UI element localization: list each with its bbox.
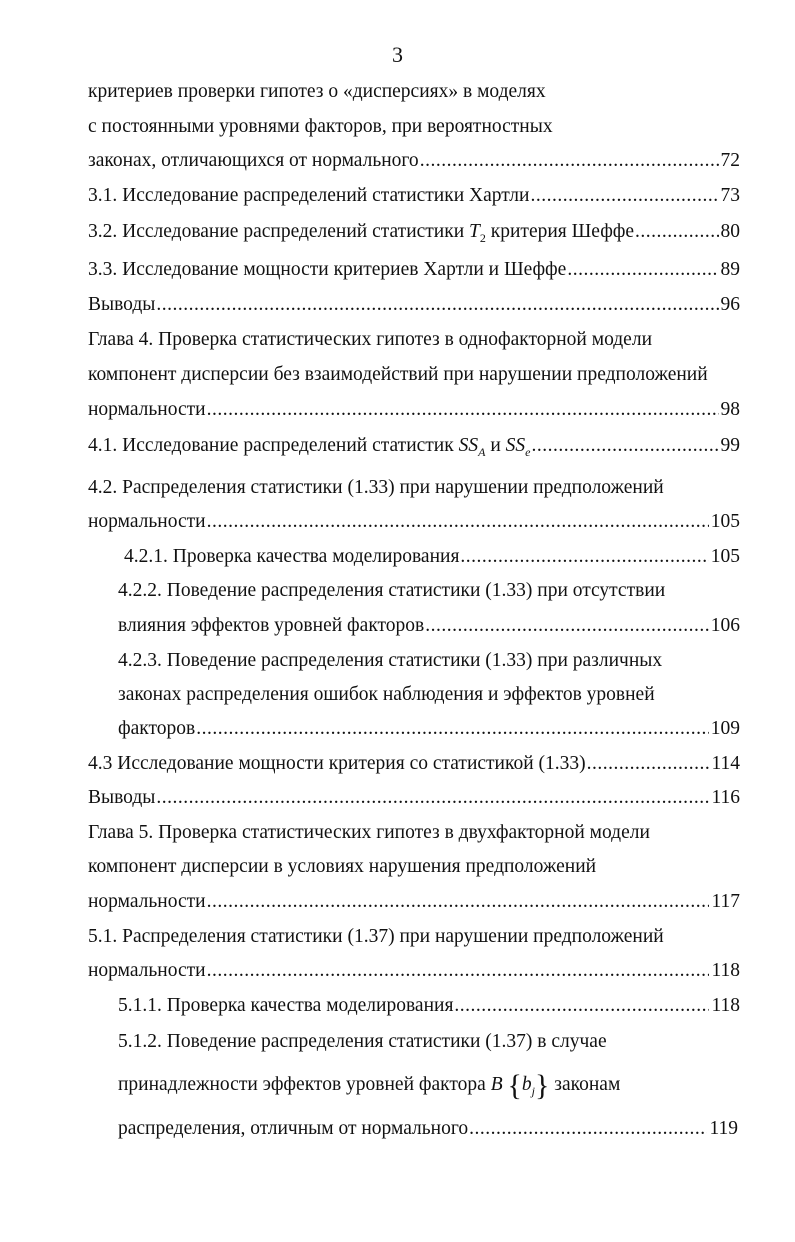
toc-entry-5-1-1[interactable] — [118, 994, 740, 1018]
formula-ss-a: $SS_A$ — [458, 435, 486, 459]
toc-entry-continuation[interactable] — [88, 149, 740, 173]
toc-4-2-3-line-2: законах распределения ошибок наблюдения и эффектов уровней — [118, 684, 655, 705]
toc-entry-4-1[interactable] — [88, 434, 740, 464]
toc-page-number: 99 — [720, 435, 740, 456]
toc-page-number: 98 — [720, 399, 740, 420]
toc-page-number: 114 — [711, 753, 740, 774]
toc-4-2-2-line-1: 4.2.2. Поведение распределения статистики (1.33) при отсутствии — [118, 580, 666, 601]
leader-dots — [207, 890, 710, 914]
toc-entry-title: влияния эффектов уровней факторов — [118, 615, 425, 636]
toc-entry-4-2-2[interactable] — [118, 614, 740, 638]
toc-entry-3-2[interactable] — [88, 220, 740, 250]
toc-entry-title: нормальности — [88, 399, 206, 420]
toc-page-number: 89 — [720, 259, 740, 280]
toc-page-number: 73 — [720, 185, 740, 206]
leader-dots — [420, 149, 719, 173]
toc-entry-5-1[interactable] — [88, 959, 740, 983]
toc-page-number: 119 — [709, 1118, 738, 1139]
toc-page-number: 105 — [710, 546, 740, 567]
toc-entry-title: 4.3 Исследование мощности критерия со статистикой (1.33) — [88, 753, 586, 774]
leader-dots — [530, 184, 718, 208]
formula-factor-b: B — [490, 1074, 503, 1095]
toc-entry-title: Выводы — [88, 787, 156, 808]
toc-entry-4-2[interactable] — [88, 510, 740, 534]
toc-page-number: 72 — [720, 150, 740, 171]
toc-chapter-4-line-2: компонент дисперсии без взаимодействий при нарушении предположений — [88, 364, 708, 385]
toc-entry-4-3[interactable] — [88, 752, 740, 776]
toc-4-2-3-line-1: 4.2.3. Поведение распределения статистики (1.33) при различных — [118, 650, 663, 671]
toc-page-number: 116 — [711, 787, 740, 808]
toc-page-number: 117 — [711, 891, 740, 912]
toc-continuation-line-1: критериев проверки гипотез о «дисперсиях» в моделях — [88, 81, 546, 102]
leader-dots — [567, 258, 718, 282]
toc-page-number: 118 — [711, 995, 740, 1016]
toc-entry-chapter-5[interactable] — [88, 890, 740, 914]
toc-chapter-5-line-2: компонент дисперсии в условиях нарушения предположений — [88, 856, 597, 877]
toc-entry-3-1[interactable] — [88, 184, 740, 208]
toc-entry-title: Выводы — [88, 294, 156, 315]
toc-entry-title: 3.1. Исследование распределений статистики Хартли — [88, 185, 530, 206]
formula-brace-close: } — [535, 1069, 550, 1102]
leader-dots — [196, 717, 709, 741]
toc-entry-title: 5.1.1. Проверка качества моделирования — [118, 995, 454, 1016]
toc-chapter-4-line-1: Глава 4. Проверка статистических гипотез в однофакторной модели — [88, 329, 653, 350]
toc-page-number: 106 — [710, 615, 740, 636]
toc-5-1-2-line-2: принадлежности эффектов уровней фактора B $\{b_j\}$ законам — [118, 1069, 621, 1102]
toc-entry-title: 4.2.1. Проверка качества моделирования — [124, 546, 460, 567]
toc-continuation-line-2: с постоянными уровнями факторов, при вероятностных — [88, 116, 553, 137]
toc-entry-3-3[interactable] — [88, 258, 740, 282]
toc-entry-title: нормальности — [88, 891, 206, 912]
formula-b-j: $b_j$ — [521, 1074, 535, 1098]
toc-entry-4-2-1[interactable] — [124, 545, 740, 569]
toc-page-number: 118 — [711, 960, 740, 981]
toc-entry-title: нормальности — [88, 960, 206, 981]
toc-entry-title: 3.3. Исследование мощности критериев Хартли и Шеффе — [88, 259, 567, 280]
toc-entry-5-1-2[interactable] — [118, 1117, 738, 1141]
leader-dots — [469, 1117, 707, 1141]
formula-t2: $T_2$ — [469, 221, 486, 245]
toc-entry-title: 4.1. Исследование распределений статистик $SS_A$ и $SS_e$ — [88, 435, 531, 459]
leader-dots — [460, 545, 708, 569]
toc-entry-4-2-3[interactable] — [118, 717, 740, 741]
toc-5-1-2-line-1: 5.1.2. Поведение распределения статистики (1.37) в случае — [118, 1031, 607, 1052]
toc-entry-chapter-4[interactable] — [88, 398, 740, 422]
toc-entry-title: нормальности — [88, 511, 206, 532]
leader-dots — [425, 614, 708, 638]
leader-dots — [156, 293, 718, 317]
leader-dots — [207, 959, 710, 983]
toc-page-number: 96 — [720, 294, 740, 315]
leader-dots — [587, 752, 710, 776]
toc-entry-title: распределения, отличным от нормального — [118, 1118, 469, 1139]
leader-dots — [454, 994, 709, 1018]
toc-page-number: 109 — [710, 718, 740, 739]
leader-dots — [207, 398, 719, 422]
page-number: 3 — [392, 42, 403, 67]
toc-4-2-line-1: 4.2. Распределения статистики (1.33) при нарушении предположений — [88, 477, 664, 498]
toc-entry-title: законах, отличающихся от нормального — [88, 150, 419, 171]
toc-entry-conclusions-3[interactable] — [88, 293, 740, 317]
toc-entry-title: 3.2. Исследование распределений статистики $T_2$ критерия Шеффе — [88, 221, 635, 245]
formula-ss-e: $SS_e$ — [505, 435, 531, 459]
leader-dots — [207, 510, 709, 534]
leader-dots — [635, 220, 718, 244]
toc-page-number: 80 — [720, 221, 740, 242]
leader-dots — [531, 434, 718, 458]
toc-chapter-5-line-1: Глава 5. Проверка статистических гипотез в двухфакторной модели — [88, 822, 650, 843]
leader-dots — [156, 786, 709, 810]
toc-entry-conclusions-4[interactable] — [88, 786, 740, 810]
toc-5-1-line-1: 5.1. Распределения статистики (1.37) при нарушении предположений — [88, 926, 664, 947]
formula-brace-open: { — [507, 1069, 522, 1102]
toc-entry-title: факторов — [118, 718, 196, 739]
toc-page-number: 105 — [710, 511, 740, 532]
